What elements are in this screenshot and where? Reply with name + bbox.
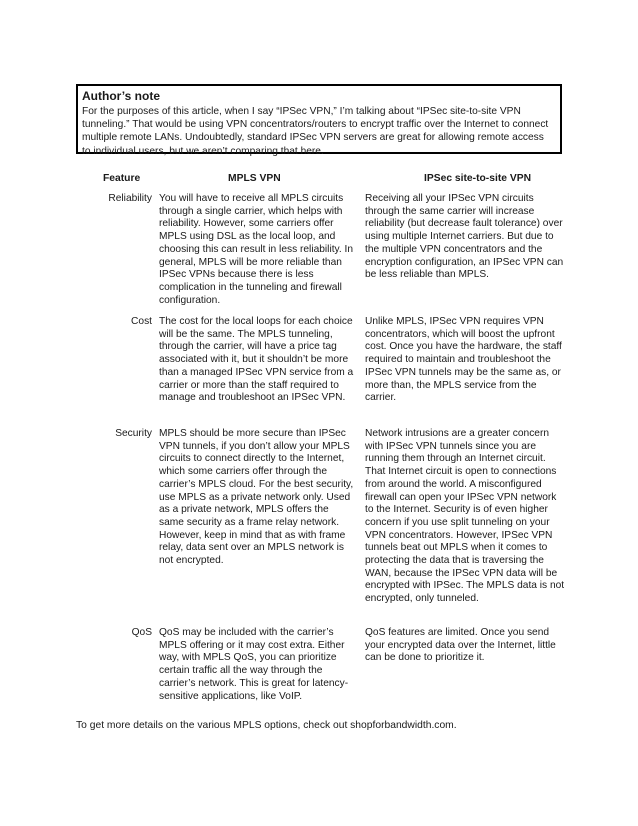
row-qos-mpls: QoS may be included with the carrier’s MPLS offering or it may cost extra. Either way, with MPLS QoS, you can prioritize certain traffic all the way through the carrier’s network. This is great for latency-sensitive applications, like VoIP.	[159, 627, 349, 702]
row-cost-mpls: The cost for the local loops for each choice will be the same. The MPLS tunneling, through the carrier, will have a price tag associated with it, but it shouldn’t be more than a managed IPSec VPN service from a carrier or more than the staff required to manage and troubleshoot an IPSec VPN.	[159, 316, 354, 404]
authors-note-body: For the purposes of this article, when I say “IPSec VPN,” I’m talking about “IPSec site-to-site VPN tunneling.” That would be using VPN concentrators/routers to encrypt traffic over the Internet to connect multiple remote LANs. Undoubtedly, standard IPSec VPN servers are great for allowing remote access to individual users, but we aren’t comparing that here.	[82, 106, 549, 157]
authors-note-box	[76, 84, 562, 157]
row-reliability-feature: Reliability	[108, 193, 152, 204]
authors-note-title: Author’s note	[82, 89, 160, 103]
row-reliability-mpls: You will have to receive all MPLS circuits through a single carrier, which helps with reliability. However, some carriers offer MPLS using DSL as the local loop, and choosing this can result in less reliability. In general, MPLS will be more reliable than IPSec VPNs because there is less complication in the tunneling and firewall configuration.	[159, 193, 354, 306]
row-qos-ipsec: QoS features are limited. Once you send your encrypted data over the Internet, little can be done to prioritize it.	[365, 627, 556, 664]
header-feature: Feature	[103, 173, 141, 184]
header-ipsec-vpn: IPSec site-to-site VPN	[424, 173, 532, 184]
row-security-ipsec: Network intrusions are a greater concern with IPSec VPN tunnels since you are running them through an Internet circuit. That Internet circuit is open to connections from around the world. A misconfigured firewall can open your IPSec VPN network to the Internet. Security is of even higher concern if you use split tunneling on your VPN concentrators. However, IPSec VPN tunnels beat out MPLS when it comes to protecting the data that is traversing the WAN, because the IPSec VPN data will be encrypted with IPSec. The MPLS data is not encrypted, only tunneled.	[365, 428, 565, 605]
row-qos-feature: QoS	[131, 627, 152, 638]
header-mpls-vpn: MPLS VPN	[228, 173, 281, 184]
footer-text: To get more details on the various MPLS options, check out shopforbandwidth.com.	[76, 720, 457, 731]
row-reliability-ipsec: Receiving all your IPSec VPN circuits through the same carrier will increase reliability (but decrease fault tolerance) over using multiple Internet carriers. But due to the multiple VPN concentrators and the encryption configuration, an IPSec VPN can be less reliable than MPLS.	[365, 193, 564, 281]
row-cost-ipsec: Unlike MPLS, IPSec VPN requires VPN concentrators, which will boost the upfront cost. Once you have the hardware, the staff required to maintain and troubleshoot the IPSec VPN tunnels may be the same as, or more than, the MPLS service from the carrier.	[365, 316, 562, 404]
row-cost-feature: Cost	[131, 316, 152, 327]
row-security-feature: Security	[115, 428, 152, 439]
row-security-mpls: MPLS should be more secure than IPSec VPN tunnels, if you don’t allow your MPLS circuits to connect directly to the Internet, which some carriers offer through the carrier’s MPLS cloud. For the best security, use MPLS as a private network only. Used as a private network, MPLS offers the same security as a frame relay network. However, keep in mind that as with frame relay, data sent over an MPLS network is not encrypted.	[159, 428, 354, 567]
